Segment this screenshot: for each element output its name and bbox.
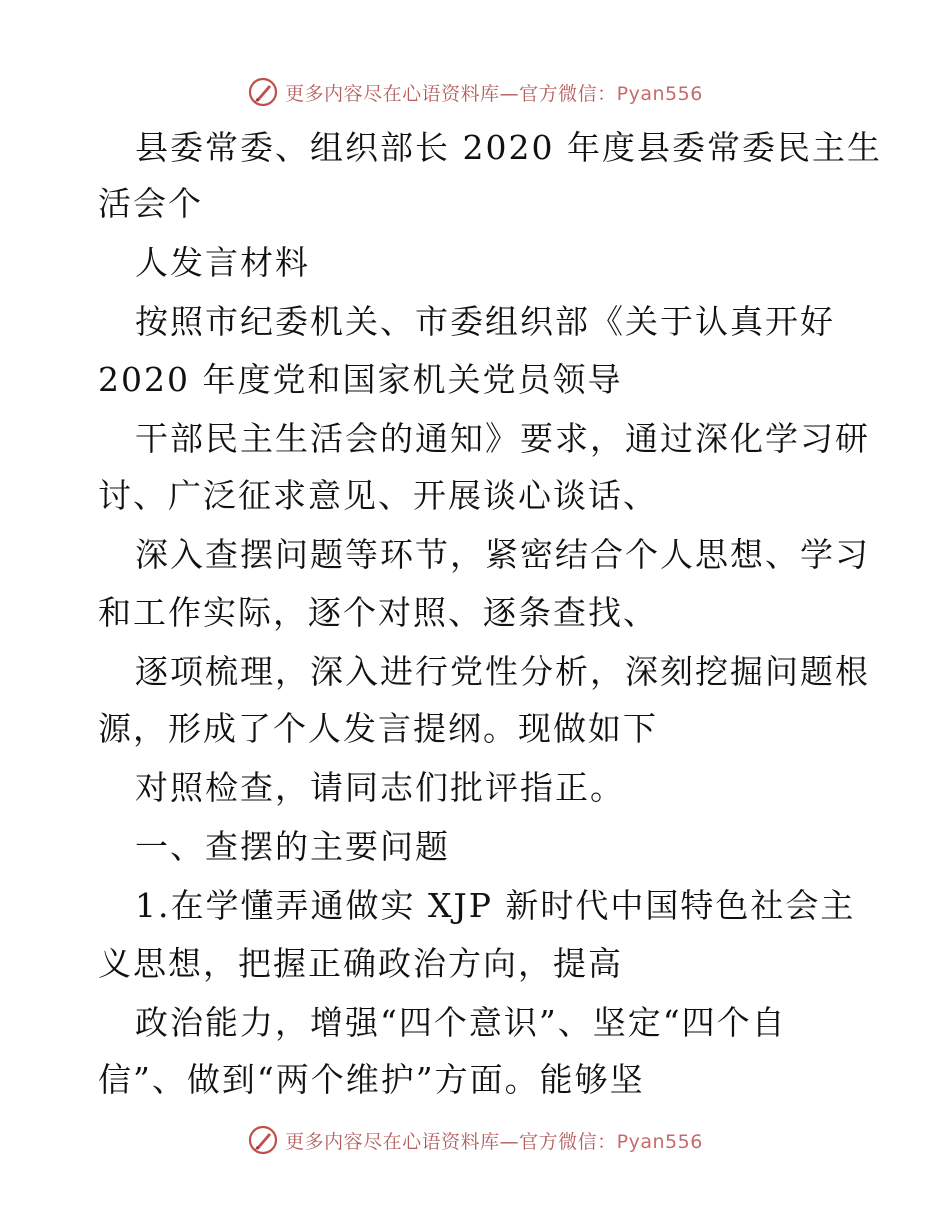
text-line: 义思想，把握正确政治方向，提高: [98, 944, 623, 983]
text-line: 对照检查，请同志们批评指正。: [135, 768, 625, 807]
text-line: 讨、广泛征求意见、开展谈心谈话、: [98, 476, 658, 515]
text-line: 干部民主生活会的通知》要求，通过深化学习研: [135, 419, 870, 458]
section-heading: 一、查摆的主要问题: [135, 827, 450, 866]
text-line: 政治能力，增强“四个意识”、坚定“四个自: [135, 1003, 787, 1042]
watermark-text: 更多内容尽在心语资料库—官方微信：Pyan556: [285, 82, 703, 105]
text-line: 2020 年度党和国家机关党员领导: [98, 360, 623, 399]
text-line: 1.在学懂弄通做实 XJP 新时代中国特色社会主: [135, 886, 856, 925]
watermark-wechat-id: Pyan556: [616, 1130, 703, 1153]
text-line: 信”、做到“两个维护”方面。能够坚: [98, 1060, 645, 1099]
text-line: 深入查摆问题等环节，紧密结合个人思想、学习: [135, 535, 870, 574]
text-line: 逐项梳理，深入进行党性分析，深刻挖掘问题根: [135, 652, 870, 691]
text-line: 和工作实际，逐个对照、逐条查找、: [98, 593, 658, 632]
text-line: 人发言材料: [135, 243, 310, 282]
text-line: 活会个: [98, 184, 203, 223]
text-line: 源，形成了个人发言提纲。现做如下: [98, 709, 658, 748]
watermark-text: 更多内容尽在心语资料库—官方微信：Pyan556: [285, 1130, 703, 1153]
text-line: 县委常委、组织部长 2020 年度县委常委民主生: [135, 128, 882, 167]
watermark-wechat-id: Pyan556: [616, 82, 703, 105]
header-watermark: [0, 72, 950, 112]
text-line: 按照市纪委机关、市委组织部《关于认真开好: [135, 302, 835, 341]
quill-pen-logo-icon: [247, 1124, 279, 1156]
quill-pen-logo-icon: [247, 76, 279, 108]
footer-watermark: [0, 1120, 950, 1160]
